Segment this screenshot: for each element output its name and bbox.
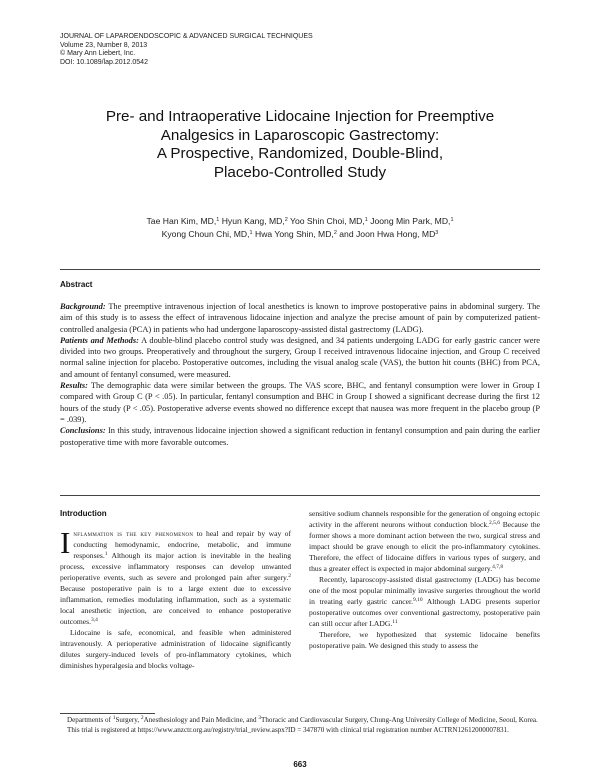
citation-ref: 3,4 xyxy=(91,617,98,623)
journal-header xyxy=(60,33,540,67)
intro-paragraph xyxy=(60,627,291,671)
footnote-text: Anesthesiology and Pain Medicine, and xyxy=(143,716,259,724)
title-line: Placebo-Controlled Study xyxy=(213,163,387,181)
footnote-text: Thoracic and Cardiovascular Surgery, Chung-Ang University College of Medicine, Seoul, Korea. xyxy=(261,716,538,724)
author-name: Tae Han Kim, MD, xyxy=(146,216,217,226)
footnote-text: Surgery, xyxy=(115,716,141,724)
paragraph-text: Because postoperative pain is to a large extent due to excessive inflammation, remedies modulating inflammation, such as a systematic local anesthetic injection, are conceived to enhance postoperative outcomes. xyxy=(60,584,291,626)
introduction-heading: Introduction xyxy=(60,509,107,518)
paragraph-text: Although LADG presents superior postoperative outcomes over conventional gastrectomy, postoperative pain can still occur after LADG. xyxy=(309,597,540,628)
paragraph-text: Therefore, we hypothesized that systemic lidocaine benefits postoperative pain. We designed this study to assess the xyxy=(309,630,540,650)
affiliation-mark: 1 xyxy=(364,217,368,223)
title-line: Analgesics in Laparoscopic Gastrectomy: xyxy=(160,126,440,144)
affiliation-mark: 1 xyxy=(249,230,253,236)
paragraph-text: Recently, laparoscopy-assisted distal gastrectomy (LADG) has become one of the most popular minimally invasive surgeries throughout the world in treating early gastric cancer. xyxy=(309,575,540,606)
affiliation-mark: 1 xyxy=(112,715,116,721)
abstract-results xyxy=(60,380,540,425)
abstract-label: Background: xyxy=(60,302,106,311)
affiliation-mark: 2 xyxy=(284,217,288,223)
intro-paragraph xyxy=(309,574,540,629)
article-title xyxy=(60,108,540,182)
paragraph-text: to heal and repair by way of conducting hemodynamic, endocrine, metabolic, and immune responses. xyxy=(73,529,291,560)
author-line xyxy=(60,215,540,228)
affiliation-mark: 1 xyxy=(450,217,454,223)
citation-ref: 4,7,8 xyxy=(492,564,504,570)
intro-paragraph xyxy=(309,508,540,574)
abstract-label: Results: xyxy=(60,381,88,391)
author-name: Joong Min Park, MD, xyxy=(370,216,451,226)
citation-ref: 2,5,6 xyxy=(489,520,501,526)
footnote-text: Departments of xyxy=(67,716,113,724)
citation-ref: 11 xyxy=(392,619,398,625)
author-name: Yoo Shin Choi, MD, xyxy=(290,216,365,226)
affiliation-mark: 1 xyxy=(216,217,220,223)
abstract-label: Patients and Methods: xyxy=(60,335,139,345)
abstract-text: In this study, intravenous lidocaine injection showed a significant reduction in fentanyl consumption and pain during the earlier postoperative time with more favorable outcomes. xyxy=(60,426,540,447)
journal-name: JOURNAL OF LAPAROENDOSCOPIC & ADVANCED SURGICAL TECHNIQUES xyxy=(60,33,313,40)
left-column xyxy=(60,508,291,671)
intro-paragraph xyxy=(60,525,291,627)
abstract-bottom-rule xyxy=(60,495,540,496)
affiliation-mark: 2 xyxy=(140,715,144,721)
abstract-text: A double-blind placebo control study was designed, and 34 patients undergoing LADG for early gastric cancer were divided into two groups. Preoperatively and throughout the surgery, Group I received intravenous lidocaine injection, and Group C received normal saline injection for placebo. Postoperative outcomes, including the visual analog scale (VAS), the button hit counts (BHC) from PCA, and amount of fentanyl consumed, were measured. xyxy=(60,335,541,379)
affiliation-footnote xyxy=(60,716,540,726)
drop-cap: I xyxy=(60,525,71,560)
journal-volume: Volume 23, Number 8, 2013 xyxy=(60,41,148,49)
abstract-label: Conclusions: xyxy=(60,426,106,436)
title-line: A Prospective, Randomized, Double-Blind, xyxy=(156,145,444,162)
journal-doi: DOI: 10.1089/lap.2012.0542 xyxy=(60,58,148,66)
author-name: and Joon Hwa Hong, MD xyxy=(339,229,436,239)
paragraph-text: sensitive sodium channels responsible for the generation of ongoing ectopic activity in the afferent neurons without conduction block. xyxy=(309,509,540,529)
trial-registration-footnote: This trial is registered at https://www.anzctr.org.au/registry/trial_review.aspx?ID = 347870 with clinical trial registration number ACTRN12612000007831. xyxy=(67,725,509,734)
author-list xyxy=(60,215,540,241)
abstract-text: The preemptive intravenous injection of local anesthetics is known to improve postoperative pains in abdominal surgery. The aim of this study is to assess the effect of intravenous lidocaine injection and analyze the precise amount of pain by computerized patient-controlled analgesia (PCA) in patients who had undergone laparoscopy-assisted distal gastrectomy (LADG). xyxy=(60,302,540,334)
page-number: 663 xyxy=(293,760,307,769)
journal-copyright: © Mary Ann Liebert, Inc. xyxy=(60,50,136,58)
citation-ref: 2 xyxy=(288,573,291,579)
abstract-methods xyxy=(60,335,540,380)
affiliation-mark: 2 xyxy=(333,230,337,236)
citation-ref: 1 xyxy=(104,551,108,557)
intro-paragraph xyxy=(309,629,540,651)
paragraph-text: Although its major action is inevitable in the healing process, excessive inflammatory responses can develop unwanted perioperative events, such as severe and prolonged pain after surgery. xyxy=(60,551,291,582)
author-name: Kyong Choun Chi, MD, xyxy=(161,229,250,239)
abstract-background xyxy=(60,301,540,335)
author-name: Hwa Yong Shin, MD, xyxy=(254,229,334,239)
title-line: Pre- and Intraoperative Lidocaine Injection for Preemptive xyxy=(105,108,495,125)
smallcaps-lead: nflammation is the key phenomenon xyxy=(73,529,194,538)
abstract-top-rule xyxy=(60,269,540,270)
affiliation-mark: 3 xyxy=(258,715,262,721)
citation-ref: 9,10 xyxy=(413,597,423,603)
author-line xyxy=(60,228,540,241)
paragraph-text: Lidocaine is safe, economical, and feasible when administered intravenously. A perioperative administration of lidocaine significantly dilutes surgery-induced levels of pro-inflammatory cytokines, which diminishes hyperalgesia and blocks voltage- xyxy=(60,628,291,670)
paragraph-text: Because the former shows a more dominant action between the two, surgical stress and impact should be grave enough to elicit the pro-inflammatory cytokines. Therefore, the effect of lidocaine differs in various types of surgery, and thus a greater effect is expected in major abdominal surgery. xyxy=(309,520,540,573)
abstract-body xyxy=(60,301,540,448)
footnotes xyxy=(60,716,540,735)
author-name: Hyun Kang, MD, xyxy=(221,216,285,226)
abstract-conclusions xyxy=(60,425,540,448)
abstract-text: The demographic data were similar between the groups. The VAS score, BHC, and fentanyl consumption were lower in Group I compared with Group C (P < .05). In particular, fentanyl consumption and BHC in Group I showed a significant decrease during the first 12 hours of the study (P < .05). Postoperative adverse events showed no difference except that nausea was more frequent in the placebo group (P = .039). xyxy=(60,381,540,424)
affiliation-mark: 3 xyxy=(435,230,439,236)
footnote-rule xyxy=(60,713,155,714)
right-column xyxy=(309,508,540,651)
abstract-heading: Abstract xyxy=(60,280,93,289)
